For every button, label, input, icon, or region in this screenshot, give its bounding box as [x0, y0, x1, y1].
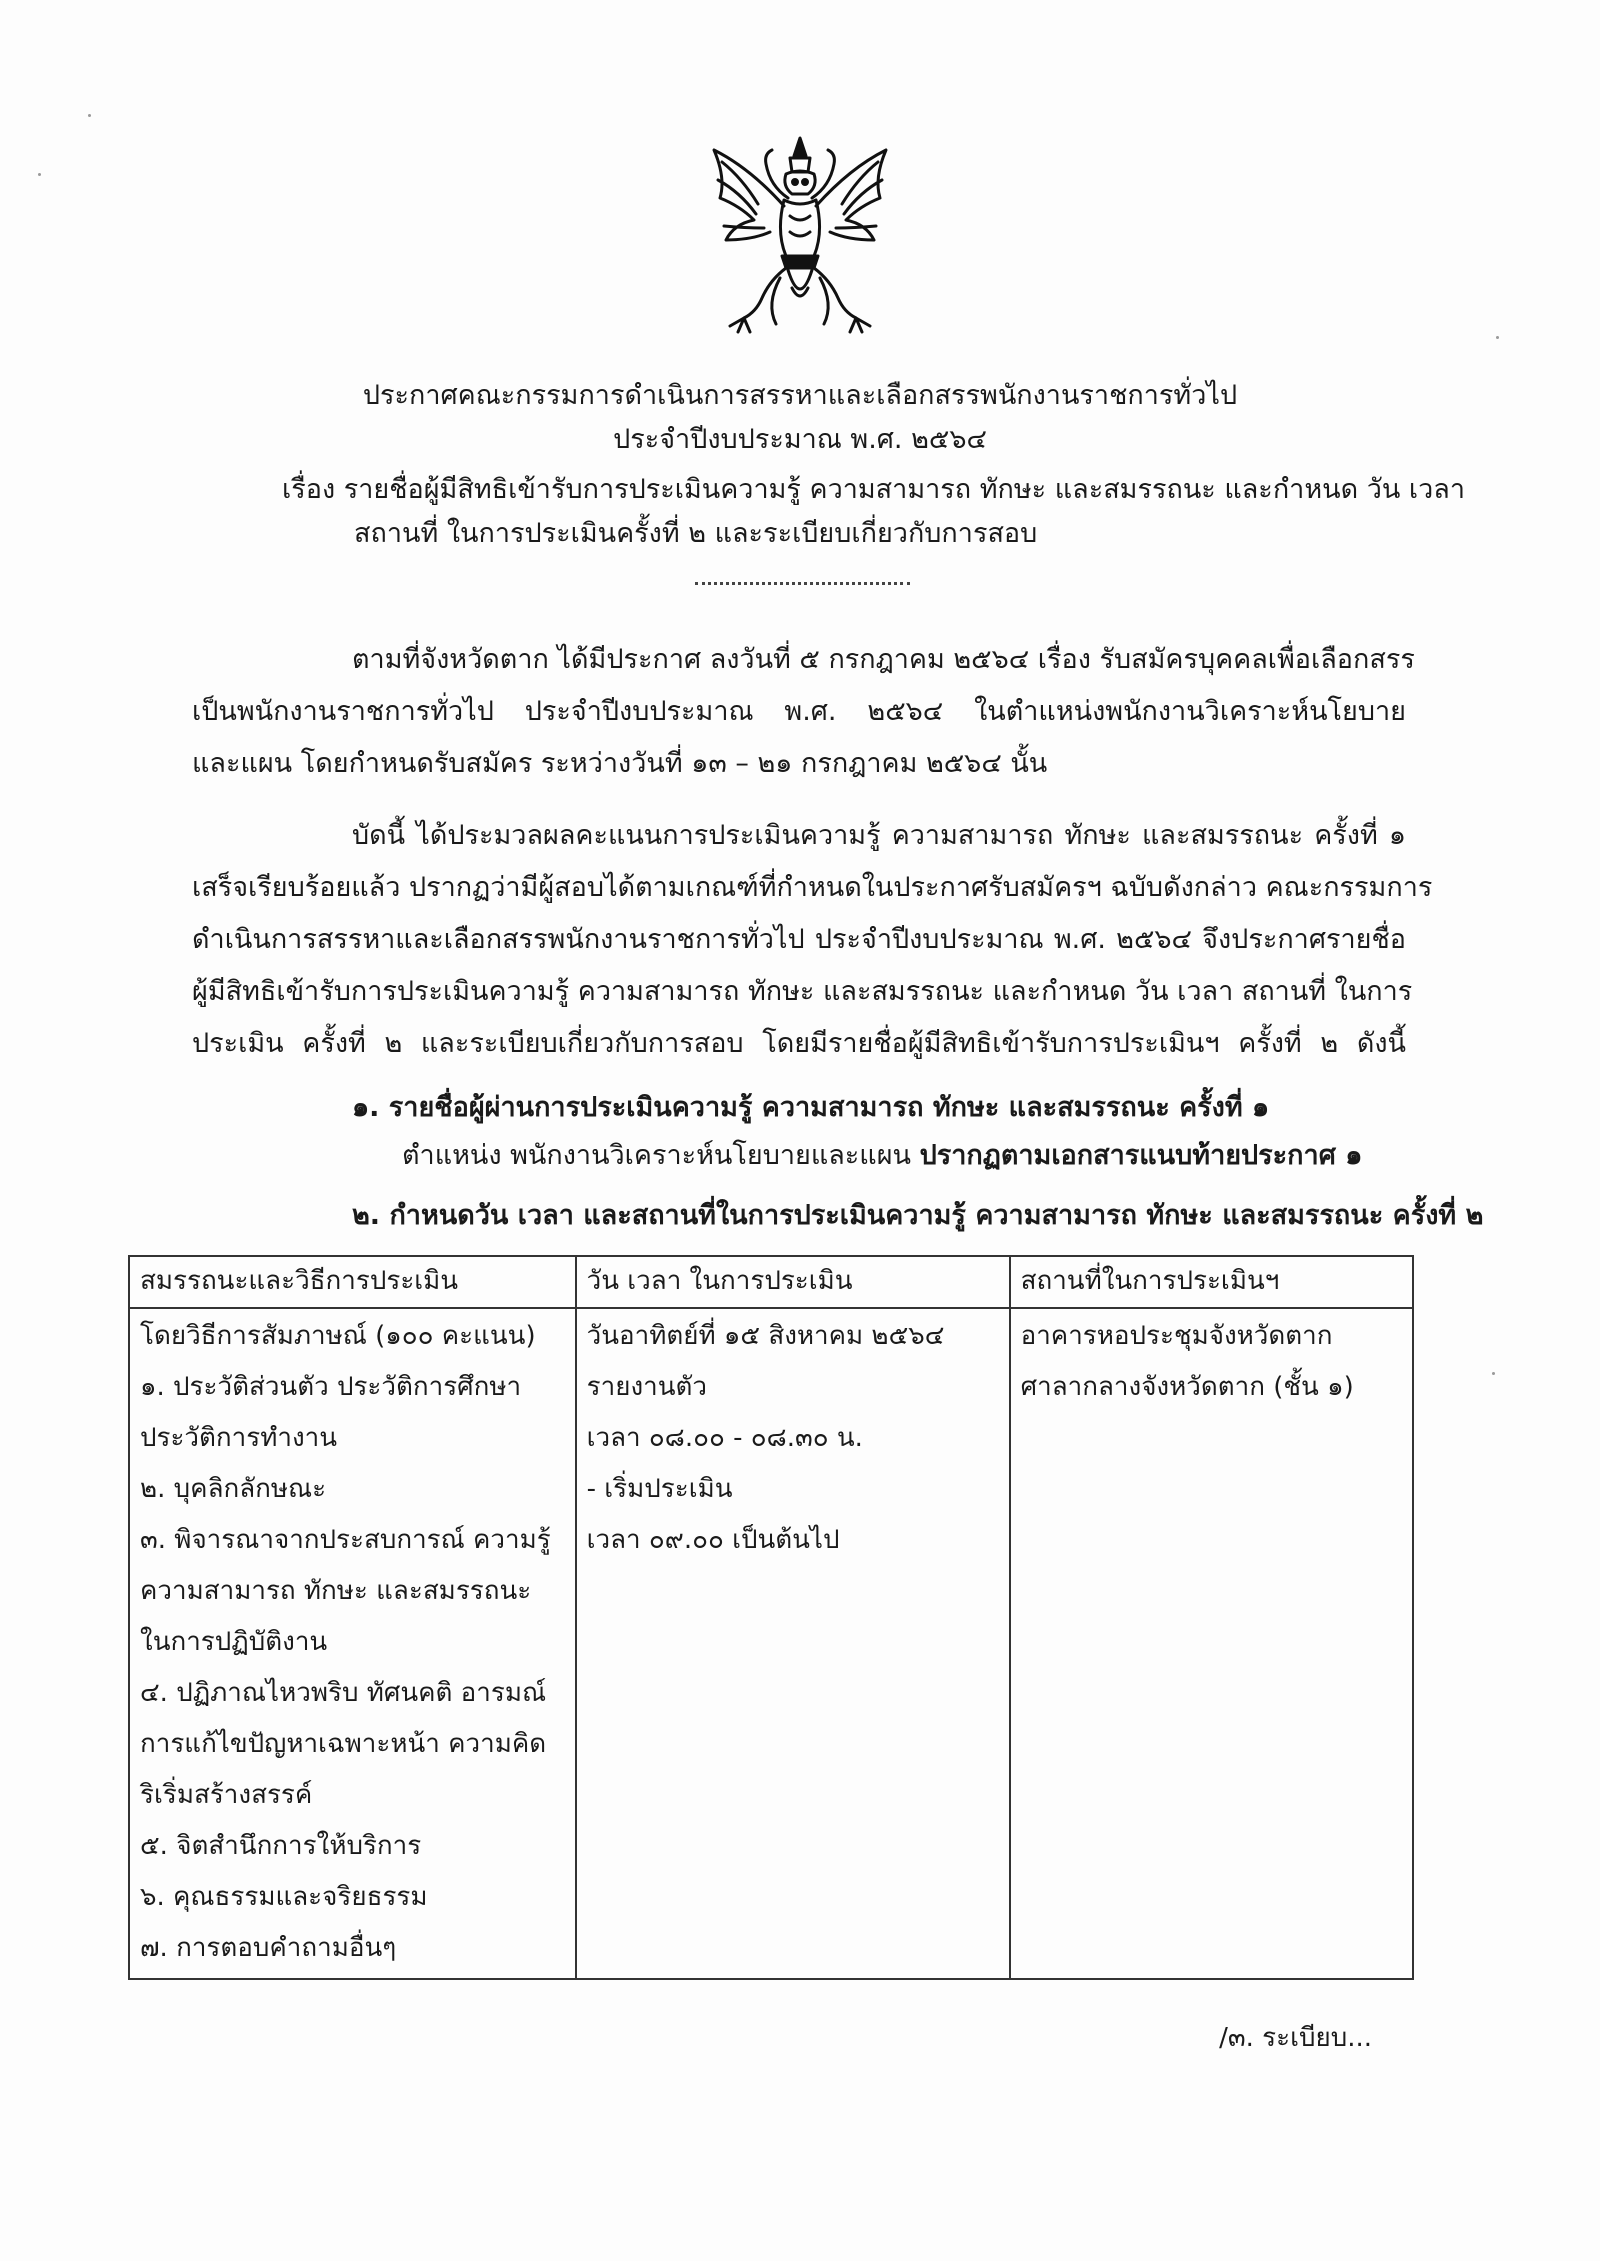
method-line: ๔. ปฏิภาณไหวพริบ ทัศนคติ อารมณ์	[140, 1678, 547, 1708]
table-row	[129, 1308, 1413, 1979]
competency-method-cell	[129, 1308, 576, 1979]
paragraph-2-line: เสร็จเรียบร้อยแล้ว ปรากฏว่ามีผู้สอบได้ตามเกณฑ์ที่กำหนดในประกาศรับสมัครฯ ฉบับดังกล่าว คณะกรรมการ	[192, 872, 1433, 903]
method-line: ๖. คุณธรรมและจริยธรรม	[140, 1882, 428, 1912]
header-competency-method: สมรรถนะและวิธีการประเมิน	[129, 1256, 576, 1308]
schedule-table	[128, 1255, 1414, 1980]
continuation-note: /๓. ระเบียบ...	[1219, 2023, 1372, 2053]
method-line: ริเริ่มสร้างสรรค์	[140, 1780, 313, 1810]
item-1-heading: ๑. รายชื่อผู้ผ่านการประเมินความรู้ ความสามารถ ทักษะ และสมรรถนะ ครั้งที่ ๑	[352, 1092, 1270, 1123]
header-location: สถานที่ในการประเมินฯ	[1010, 1256, 1413, 1308]
method-line: ๓. พิจารณาจากประสบการณ์ ความรู้	[140, 1525, 551, 1555]
header-date-time: วัน เวลา ในการประเมิน	[576, 1256, 1010, 1308]
scan-speck	[1492, 1372, 1495, 1375]
scan-speck	[1496, 336, 1499, 339]
paragraph-1-line: และแผน โดยกำหนดรับสมัคร ระหว่างวันที่ ๑๓ – ๒๑ กรกฎาคม ๒๕๖๔ นั้น	[192, 748, 1048, 779]
method-line: ๕. จิตสำนึกการให้บริการ	[140, 1831, 422, 1861]
paragraph-2-line: ผู้มีสิทธิเข้ารับการประเมินความรู้ ความสามารถ ทักษะ และสมรรถนะ และกำหนด วัน เวลา สถานที่ ในการ	[192, 976, 1413, 1007]
paragraph-1-line: ตามที่จังหวัดตาก ได้มีประกาศ ลงวันที่ ๕ กรกฎาคม ๒๕๖๔ เรื่อง รับสมัครบุคคลเพื่อเลือกสรร	[352, 644, 1415, 675]
item-1-detail-text: ตำแหน่ง พนักงานวิเคราะห์นโยบายและแผน	[402, 1140, 920, 1171]
method-line: ความสามารถ ทักษะ และสมรรถนะ	[140, 1576, 532, 1606]
table-header-row	[129, 1256, 1413, 1308]
subject-line-continued: สถานที่ ในการประเมินครั้งที่ ๒ และระเบียบเกี่ยวกับการสอบ	[354, 518, 1038, 549]
paragraph-2-line: ดำเนินการสรรหาและเลือกสรรพนักงานราชการทั่วไป ประจำปีงบประมาณ พ.ศ. ๒๕๖๔ จึงประกาศรายชื่อ	[192, 924, 1406, 955]
garuda-emblem-icon	[700, 128, 900, 340]
fiscal-year-line: ประจำปีงบประมาณ พ.ศ. ๒๕๖๔	[613, 424, 987, 455]
location-line: อาคารหอประชุมจังหวัดตาก	[1020, 1321, 1333, 1351]
item-1-attachment-reference: ปรากฏตามเอกสารแนบท้ายประกาศ ๑	[919, 1140, 1363, 1171]
announcement-title: ประกาศคณะกรรมการดำเนินการสรรหาและเลือกสรรพนักงานราชการทั่วไป	[362, 380, 1238, 411]
method-line: การแก้ไขปัญหาเฉพาะหน้า ความคิด	[140, 1729, 547, 1759]
paragraph-1-line: เป็นพนักงานราชการทั่วไป ประจำปีงบประมาณ พ.ศ. ๒๕๖๔ ในตำแหน่งพนักงานวิเคราะห์นโยบาย	[192, 696, 1406, 727]
paragraph-2-line: บัดนี้ ได้ประมวลผลคะแนนการประเมินความรู้ ความสามารถ ทักษะ และสมรรถนะ ครั้งที่ ๑	[352, 820, 1406, 851]
paragraph-2-line: ประเมิน ครั้งที่ ๒ และระเบียบเกี่ยวกับการสอบ โดยมีรายชื่อผู้มีสิทธิเข้ารับการประเมินฯ ครั้งที่ ๒ ดังนี้	[192, 1028, 1406, 1059]
method-line: โดยวิธีการสัมภาษณ์ (๑๐๐ คะแนน)	[140, 1321, 536, 1351]
schedule-line: - เริ่มประเมิน	[586, 1474, 733, 1504]
title-divider	[695, 582, 910, 585]
location-line: ศาลากลางจังหวัดตาก (ชั้น ๑)	[1020, 1372, 1354, 1402]
schedule-line: วันอาทิตย์ที่ ๑๕ สิงหาคม ๒๕๖๔	[586, 1321, 945, 1351]
scan-speck	[38, 173, 41, 176]
method-line: ๑. ประวัติส่วนตัว ประวัติการศึกษา	[140, 1372, 522, 1402]
method-line: ในการปฏิบัติงาน	[140, 1627, 328, 1657]
method-line: ประวัติการทำงาน	[140, 1423, 338, 1453]
subject-line: เรื่อง รายชื่อผู้มีสิทธิเข้ารับการประเมินความรู้ ความสามารถ ทักษะ และสมรรถนะ และกำหนด วัน เวลา	[282, 474, 1465, 505]
date-time-cell	[576, 1308, 1010, 1979]
schedule-line: รายงานตัว	[586, 1372, 707, 1402]
schedule-line: เวลา ๐๘.๐๐ - ๐๘.๓๐ น.	[586, 1423, 863, 1453]
item-2-heading: ๒. กำหนดวัน เวลา และสถานที่ในการประเมินความรู้ ความสามารถ ทักษะ และสมรรถนะ ครั้งที่ ๒	[352, 1200, 1484, 1231]
location-cell	[1010, 1308, 1413, 1979]
method-line: ๒. บุคลิกลักษณะ	[140, 1474, 327, 1504]
schedule-line: เวลา ๐๙.๐๐ เป็นต้นไป	[586, 1525, 840, 1555]
method-line: ๗. การตอบคำถามอื่นๆ	[140, 1933, 397, 1963]
item-1-detail	[402, 1136, 1362, 1176]
scan-speck	[88, 114, 91, 117]
